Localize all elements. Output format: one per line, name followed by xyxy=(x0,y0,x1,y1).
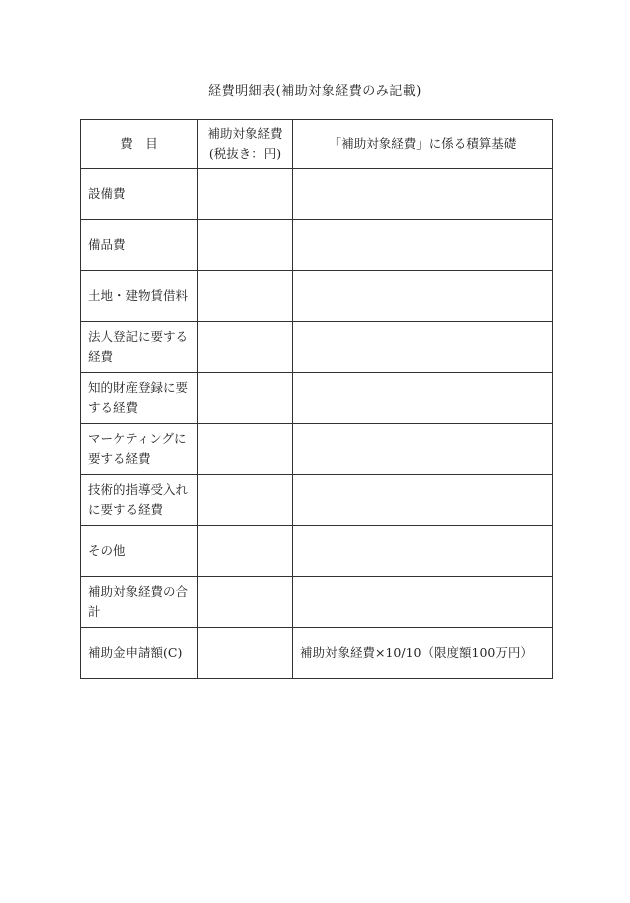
row-item: 法人登記に要する経費 xyxy=(81,322,198,373)
table-row xyxy=(81,220,553,271)
row-basis xyxy=(293,169,553,220)
row-item: 補助金申請額(C) xyxy=(81,628,198,679)
table-row xyxy=(81,169,553,220)
row-amount xyxy=(198,373,293,424)
table-row xyxy=(81,628,553,679)
row-basis xyxy=(293,526,553,577)
table-row xyxy=(81,271,553,322)
table-row xyxy=(81,577,553,628)
row-basis xyxy=(293,424,553,475)
row-amount xyxy=(198,577,293,628)
row-item: 土地・建物賃借料 xyxy=(81,271,198,322)
row-amount xyxy=(198,271,293,322)
row-item: 設備費 xyxy=(81,169,198,220)
row-amount xyxy=(198,526,293,577)
row-item: その他 xyxy=(81,526,198,577)
row-amount xyxy=(198,424,293,475)
header-item: 費 目 xyxy=(81,120,198,169)
row-amount xyxy=(198,475,293,526)
row-basis xyxy=(293,475,553,526)
table-row xyxy=(81,322,553,373)
row-amount xyxy=(198,220,293,271)
row-basis xyxy=(293,577,553,628)
row-amount xyxy=(198,169,293,220)
expense-table xyxy=(80,119,553,679)
table-row xyxy=(81,424,553,475)
page-title: 経費明細表(補助対象経費のみ記載) xyxy=(208,84,422,99)
row-amount xyxy=(198,628,293,679)
row-item: 知的財産登録に要する経費 xyxy=(81,373,198,424)
row-item: 技術的指導受入れに要する経費 xyxy=(81,475,198,526)
row-basis xyxy=(293,322,553,373)
header-basis: 「補助対象経費」に係る積算基礎 xyxy=(293,120,553,169)
table-row xyxy=(81,475,553,526)
table-row xyxy=(81,373,553,424)
header-amount xyxy=(198,120,293,169)
header-row xyxy=(81,120,553,169)
row-item: 備品費 xyxy=(81,220,198,271)
row-basis xyxy=(293,220,553,271)
row-amount xyxy=(198,322,293,373)
header-amount-line1: 補助対象経費 xyxy=(207,126,283,141)
row-item: マーケティングに要する経費 xyxy=(81,424,198,475)
table-row xyxy=(81,526,553,577)
row-basis xyxy=(293,373,553,424)
row-basis: 補助対象経費×10/10（限度額100万円） xyxy=(293,628,553,679)
row-basis xyxy=(293,271,553,322)
header-amount-line2: (税抜き：円) xyxy=(208,146,282,161)
row-item: 補助対象経費の合計 xyxy=(81,577,198,628)
